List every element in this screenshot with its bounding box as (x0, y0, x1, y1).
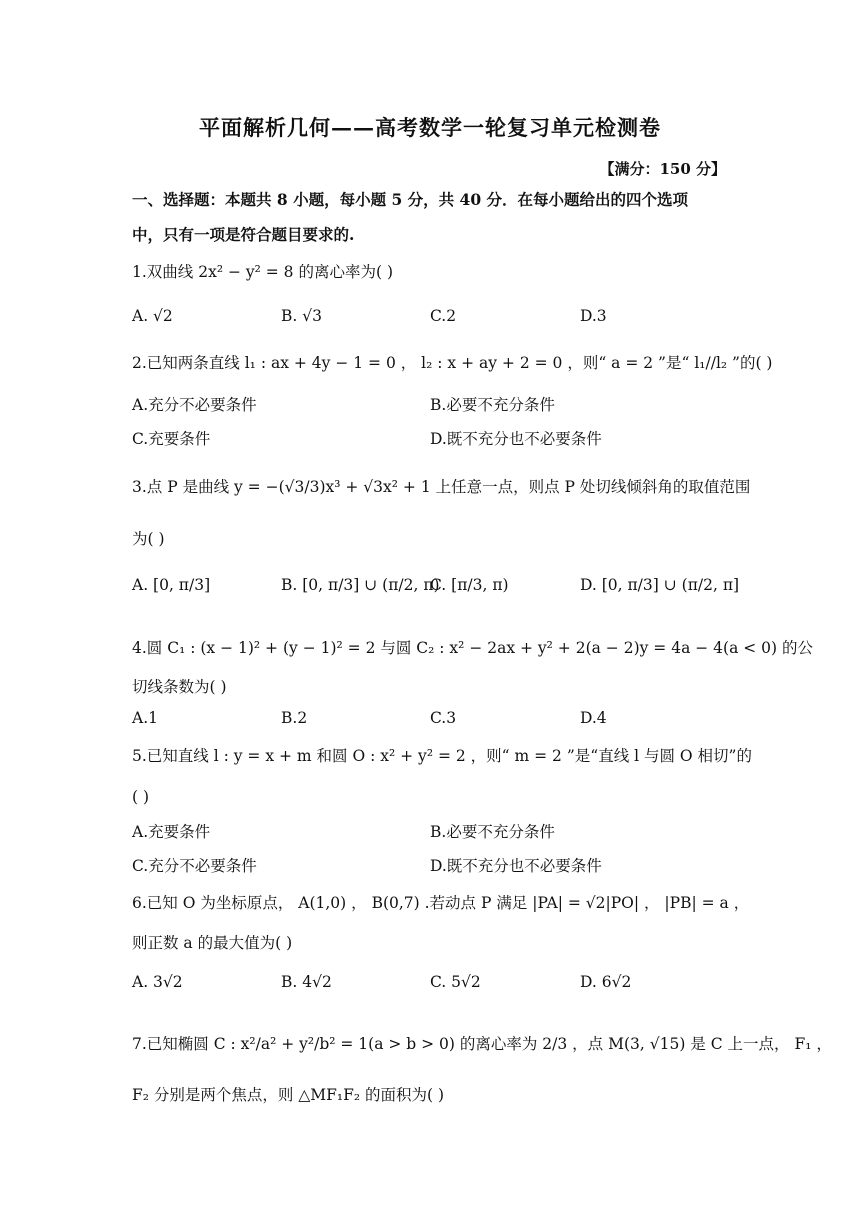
q1-option-a: A. √2 (132, 307, 173, 325)
q3-option-d: D. [0, π/3] ∪ (π/2, π] (580, 576, 740, 594)
question-7-line1: 7.已知椭圆 C : x²/a² + y²/b² = 1(a > b > 0) 的离心率为 2/3 ，点 M(3, √15) 是 C 上一点， F₁ ， (132, 1035, 832, 1053)
q3-option-c: C. [π/3, π) (430, 576, 509, 594)
question-4-line1: 4.圆 C₁ : (x − 1)² + (y − 1)² = 2 与圆 C₂ : x² − 2ax + y² + 2(a − 2)y = 4a − 4(a < 0) 的公 (132, 639, 813, 657)
q4-option-d: D.4 (580, 709, 607, 727)
q5-option-b: B.必要不充分条件 (430, 823, 555, 841)
q2-option-a: A.充分不必要条件 (132, 396, 257, 414)
question-1: 1.双曲线 2x² − y² = 8 的离心率为( ) (132, 263, 393, 281)
q1-option-b: B. √3 (281, 307, 322, 325)
question-4-line2: 切线条数为( ) (132, 678, 227, 696)
page-title: 平面解析几何——高考数学一轮复习单元检测卷 (199, 115, 661, 140)
q5-option-d: D.既不充分也不必要条件 (430, 857, 602, 875)
q1-option-d: D.3 (580, 307, 607, 325)
section-heading-line2: 中，只有一项是符合题目要求的. (132, 225, 355, 244)
score-label: 【满分：150 分】 (599, 160, 726, 178)
q2-option-b: B.必要不充分条件 (430, 396, 555, 414)
q6-option-d: D. 6√2 (580, 973, 632, 991)
question-5-line1: 5.已知直线 l : y = x + m 和圆 O : x² + y² = 2 ，则“ m = 2 ”是“直线 l 与圆 O 相切”的 (132, 747, 752, 765)
question-3-line2: 为( ) (132, 530, 165, 548)
question-7-line2: F₂ 分别是两个焦点，则 △MF₁F₂ 的面积为( ) (132, 1086, 444, 1104)
question-2: 2.已知两条直线 l₁ : ax + 4y − 1 = 0 ， l₂ : x + ay + 2 = 0 ，则“ a = 2 ”是“ l₁//l₂ ”的( ) (132, 354, 773, 372)
q4-option-c: C.3 (430, 709, 457, 727)
q3-option-a: A. [0, π/3] (132, 576, 211, 594)
section-heading-line1: 一、选择题：本题共 8 小题，每小题 5 分，共 40 分．在每小题给出的四个选项 (132, 190, 689, 209)
question-6-line1: 6.已知 O 为坐标原点， A(1,0) ， B(0,7) .若动点 P 满足 |PA| = √2|PO| ， |PB| = a ， (132, 894, 750, 912)
q2-option-d: D.既不充分也不必要条件 (430, 430, 602, 448)
q6-option-c: C. 5√2 (430, 973, 481, 991)
q3-option-b: B. [0, π/3] ∪ (π/2, π) (281, 576, 440, 594)
q5-option-c: C.充分不必要条件 (132, 857, 257, 875)
q4-option-b: B.2 (281, 709, 308, 727)
q6-option-a: A. 3√2 (132, 973, 183, 991)
question-6-line2: 则正数 a 的最大值为( ) (132, 934, 293, 952)
q1-option-c: C.2 (430, 307, 457, 325)
q4-option-a: A.1 (132, 709, 158, 727)
q6-option-b: B. 4√2 (281, 973, 332, 991)
question-5-line2: ( ) (132, 788, 150, 806)
q5-option-a: A.充要条件 (132, 823, 211, 841)
question-3-line1: 3.点 P 是曲线 y = −(√3/3)x³ + √3x² + 1 上任意一点，则点 P 处切线倾斜角的取值范围 (132, 478, 751, 496)
q2-option-c: C.充要条件 (132, 430, 211, 448)
